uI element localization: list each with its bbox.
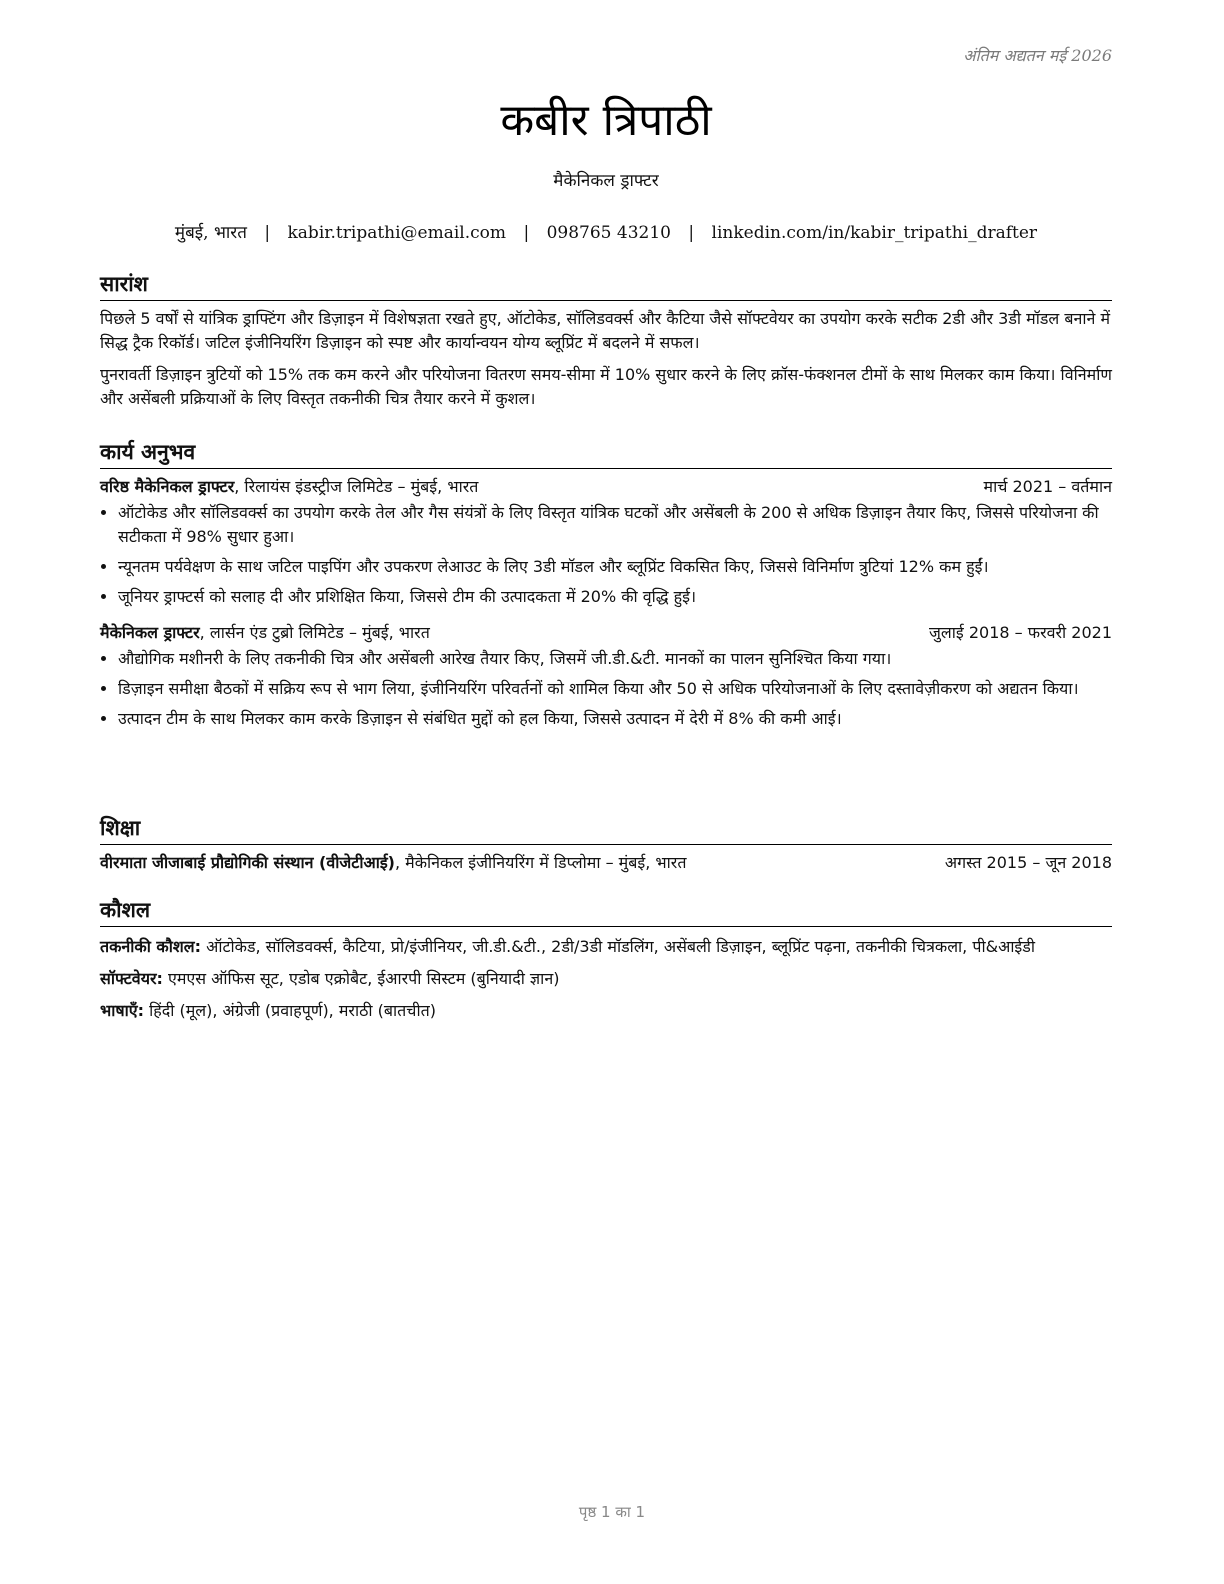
experience-heading: कार्य अनुभव bbox=[100, 438, 1112, 469]
education-detail: , मैकेनिकल इंजीनियरिंग में डिप्लोमा – मुंबई, भारत bbox=[395, 853, 687, 872]
skills-heading: कौशल bbox=[100, 896, 1112, 927]
last-updated: अंतिम अद्यतन मई 2026 bbox=[963, 46, 1112, 65]
skill-item bbox=[100, 999, 1112, 1023]
job-header bbox=[100, 621, 1112, 645]
contact-location: मुंबई, भारत bbox=[174, 223, 247, 243]
education-institution: वीरमाता जीजाबाई प्रौद्योगिकी संस्थान (वीजेटीआई) bbox=[100, 853, 395, 872]
contact-line bbox=[100, 220, 1112, 243]
experience-section bbox=[100, 438, 1112, 737]
job-entry bbox=[100, 475, 1112, 609]
job-company: , लार्सन एंड टुब्रो लिमिटेड – मुंबई, भारत bbox=[199, 623, 430, 642]
skill-label: तकनीकी कौशल: bbox=[100, 937, 201, 956]
summary-heading: सारांश bbox=[100, 270, 1112, 301]
skill-label: सॉफ्टवेयर: bbox=[100, 969, 163, 988]
candidate-name: कबीर त्रिपाठी bbox=[500, 95, 712, 146]
job-dates: मार्च 2021 – वर्तमान bbox=[983, 477, 1112, 496]
skill-item bbox=[100, 935, 1112, 959]
skill-label: भाषाएँ: bbox=[100, 1001, 145, 1020]
job-bullet: • डिज़ाइन समीक्षा बैठकों में सक्रिय रूप से भाग लिया, इंजीनियरिंग परिवर्तनों को शामिल किया और 50 से अधिक परियोजनाओं के लिए दस्तावेज़ीकरण को अद्यतन किया। bbox=[118, 677, 1112, 701]
job-bullet: • औद्योगिक मशीनरी के लिए तकनीकी चित्र और असेंबली आरेख तैयार किए, जिसमें जी.डी.&टी. मानकों का पालन सुनिश्चित किया गया। bbox=[118, 647, 1112, 671]
education-entry bbox=[100, 851, 1112, 875]
education-section bbox=[100, 814, 1112, 875]
job-bullets bbox=[100, 647, 1112, 731]
skill-value: ऑटोकेड, सॉलिडवर्क्स, कैटिया, प्रो/इंजीनियर, जी.डी.&टी., 2डी/3डी मॉडलिंग, असेंबली डिज़ाइन, ब्लूप्रिंट पढ़ना, तकनीकी चित्रकला, पी&आईडी bbox=[201, 937, 1035, 956]
job-entry bbox=[100, 621, 1112, 731]
job-company: , रिलायंस इंडस्ट्रीज लिमिटेड – मुंबई, भारत bbox=[234, 477, 479, 496]
skills-section bbox=[100, 896, 1112, 1023]
contact-separator: | bbox=[688, 223, 695, 243]
summary-paragraph: पिछले 5 वर्षों से यांत्रिक ड्राफ्टिंग और डिज़ाइन में विशेषज्ञता रखते हुए, ऑटोकेड, सॉलिडवर्क्स और कैटिया जैसे सॉफ्टवेयर का उपयोग करके सटीक 2डी और 3डी मॉडल बनाने में सिद्ध ट्रैक रिकॉर्ड। जटिल इंजीनियरिंग डिज़ाइन को स्पष्ट और कार्यान्वयन योग्य ब्लूप्रिंट में बदलने में सफल। bbox=[100, 309, 1111, 352]
job-bullet: • उत्पादन टीम के साथ मिलकर काम करके डिज़ाइन से संबंधित मुद्दों को हल किया, जिससे उत्पादन में देरी में 8% की कमी आई। bbox=[118, 707, 1112, 731]
job-title: मैकेनिकल ड्राफ्टर bbox=[553, 171, 659, 191]
resume-page bbox=[100, 0, 1112, 1584]
contact-phone: 098765 43210 bbox=[546, 223, 671, 243]
skill-value: हिंदी (मूल), अंग्रेजी (प्रवाहपूर्ण), मराठी (बातचीत) bbox=[144, 1001, 436, 1020]
job-title: मैकेनिकल ड्राफ्टर bbox=[100, 623, 200, 642]
summary-paragraph: पुनरावर्ती डिज़ाइन त्रुटियों को 15% तक कम करने और परियोजना वितरण समय-सीमा में 10% सुधार करने के लिए क्रॉस-फंक्शनल टीमों के साथ मिलकर काम किया। विनिर्माण और असेंबली प्रक्रियाओं के लिए विस्तृत तकनीकी चित्र तैयार करने में कुशल। bbox=[100, 365, 1112, 408]
summary-section bbox=[100, 270, 1112, 411]
education-dates: अगस्त 2015 – जून 2018 bbox=[944, 853, 1112, 872]
job-bullet: • न्यूनतम पर्यवेक्षण के साथ जटिल पाइपिंग और उपकरण लेआउट के लिए 3डी मॉडल और ब्लूप्रिंट विकसित किए, जिससे विनिर्माण त्रुटियां 12% कम हुईं। bbox=[118, 555, 1112, 579]
job-header bbox=[100, 475, 1112, 499]
job-title: वरिष्ठ मैकेनिकल ड्राफ्टर bbox=[100, 477, 235, 496]
job-bullet: • ऑटोकेड और सॉलिडवर्क्स का उपयोग करके तेल और गैस संयंत्रों के लिए विस्तृत यांत्रिक घटकों और असेंबली के 200 से अधिक डिज़ाइन तैयार किए, जिससे परियोजना की सटीकता में 98% सुधार हुआ। bbox=[118, 501, 1112, 549]
contact-linkedin[interactable]: linkedin.com/in/kabir_tripathi_drafter bbox=[711, 223, 1038, 243]
skill-item bbox=[100, 967, 1112, 991]
contact-email[interactable]: kabir.tripathi@email.com bbox=[287, 223, 507, 243]
skill-value: एमएस ऑफिस सूट, एडोब एक्रोबैट, ईआरपी सिस्टम (बुनियादी ज्ञान) bbox=[162, 969, 560, 988]
job-bullets bbox=[100, 501, 1112, 609]
contact-separator: | bbox=[264, 223, 271, 243]
education-heading: शिक्षा bbox=[100, 814, 1112, 845]
job-bullet: • जूनियर ड्राफ्टर्स को सलाह दी और प्रशिक्षित किया, जिससे टीम की उत्पादकता में 20% की वृद्धि हुई। bbox=[118, 585, 1112, 609]
page-number: पृष्ठ 1 का 1 bbox=[578, 1503, 646, 1521]
job-dates: जुलाई 2018 – फरवरी 2021 bbox=[929, 623, 1112, 642]
contact-separator: | bbox=[523, 223, 530, 243]
